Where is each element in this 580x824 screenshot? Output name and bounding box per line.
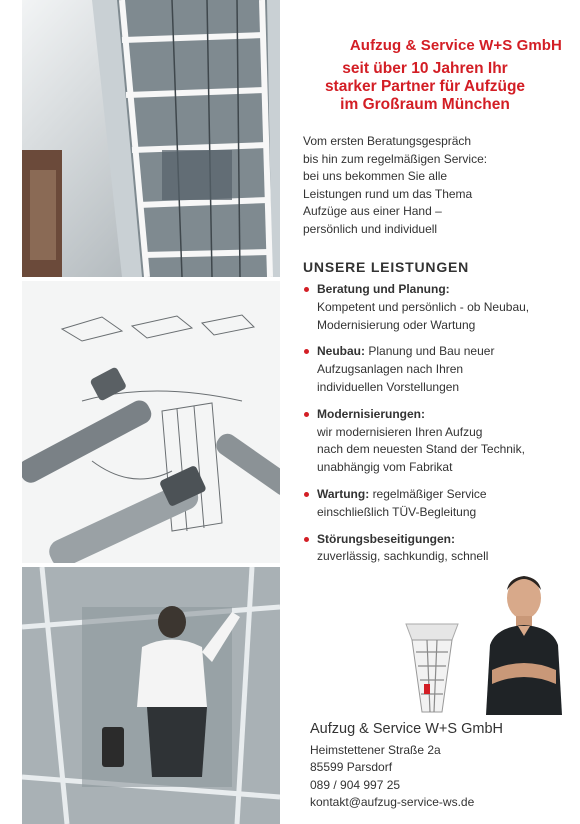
intro-line: Leistungen rund um das Thema: [303, 186, 473, 201]
service-line: Modernisierung oder Wartung: [317, 317, 476, 332]
bullet-dot: [304, 349, 309, 354]
service-line: einschließlich TÜV-Begleitung: [317, 504, 477, 519]
service-line: zuverlässig, sachkundig, schnell: [317, 549, 489, 564]
service-title: Störungsbeseitigungen:: [317, 531, 455, 546]
service-inline: regelmäßiger Service: [372, 486, 487, 501]
photo-elevator-shaft: [22, 0, 280, 277]
service-line: nach dem neuesten Stand der Technik,: [317, 442, 525, 457]
contact-block: [310, 721, 570, 811]
intro-line: persönlich und individuell: [303, 221, 438, 236]
bullet-dot: [304, 492, 309, 497]
service-line: wir modernisieren Ihren Aufzug: [317, 424, 483, 439]
services-heading: UNSERE LEISTUNGEN: [303, 259, 470, 275]
photo-sketch-markers: [22, 281, 280, 563]
intro-line: Vom ersten Beratungsgespräch: [303, 134, 472, 148]
photo-column: [22, 0, 280, 824]
contact-company: Aufzug & Service W+S GmbH: [310, 721, 503, 737]
service-line: individuellen Vorstellungen: [317, 379, 460, 394]
headline-line: im Großraum München: [340, 96, 510, 113]
intro-line: bei uns bekommen Sie alle: [303, 169, 448, 183]
photo-glass-elevator-man: [22, 567, 280, 824]
contact-phone[interactable]: 089 / 904 997 25: [310, 777, 401, 792]
headline-line: seit über 10 Jahren Ihr: [342, 60, 508, 77]
headline-line: starker Partner für Aufzüge: [324, 78, 526, 95]
intro-line: bis hin zum regelmäßigen Service:: [303, 151, 488, 166]
service-line: Aufzugsanlagen nach Ihren: [317, 362, 464, 377]
service-item: [303, 486, 571, 522]
service-title: Neubau:: [317, 344, 365, 359]
service-title: Beratung und Planung:: [317, 282, 450, 296]
company-title: Aufzug & Service W+S GmbH: [349, 37, 562, 54]
service-item: [303, 406, 571, 477]
service-item: [303, 531, 571, 567]
service-title: Modernisierungen:: [317, 406, 426, 421]
bullet-dot: [304, 412, 309, 417]
intro-line: Aufzüge aus einer Hand –: [303, 204, 442, 218]
portrait-photo: [478, 570, 568, 720]
contact-city: 85599 Parsdorf: [310, 760, 393, 775]
service-item: [303, 281, 571, 334]
intro-text: [303, 133, 563, 238]
services-list: [303, 281, 571, 575]
service-inline: Planung und Bau neuer: [368, 344, 495, 359]
headline: [290, 60, 560, 114]
bullet-dot: [304, 537, 309, 542]
service-item: [303, 343, 571, 396]
service-line: Kompetent und persönlich - ob Neubau,: [317, 299, 530, 314]
elevator-tower-logo-icon: [402, 620, 462, 720]
contact-email-link[interactable]: kontakt@aufzug-service-ws.de: [310, 794, 475, 809]
service-title: Wartung:: [317, 486, 370, 501]
service-line: unabhängig vom Fabrikat: [317, 460, 453, 475]
bullet-dot: [304, 287, 309, 292]
contact-street: Heimstettener Straße 2a: [310, 743, 441, 757]
